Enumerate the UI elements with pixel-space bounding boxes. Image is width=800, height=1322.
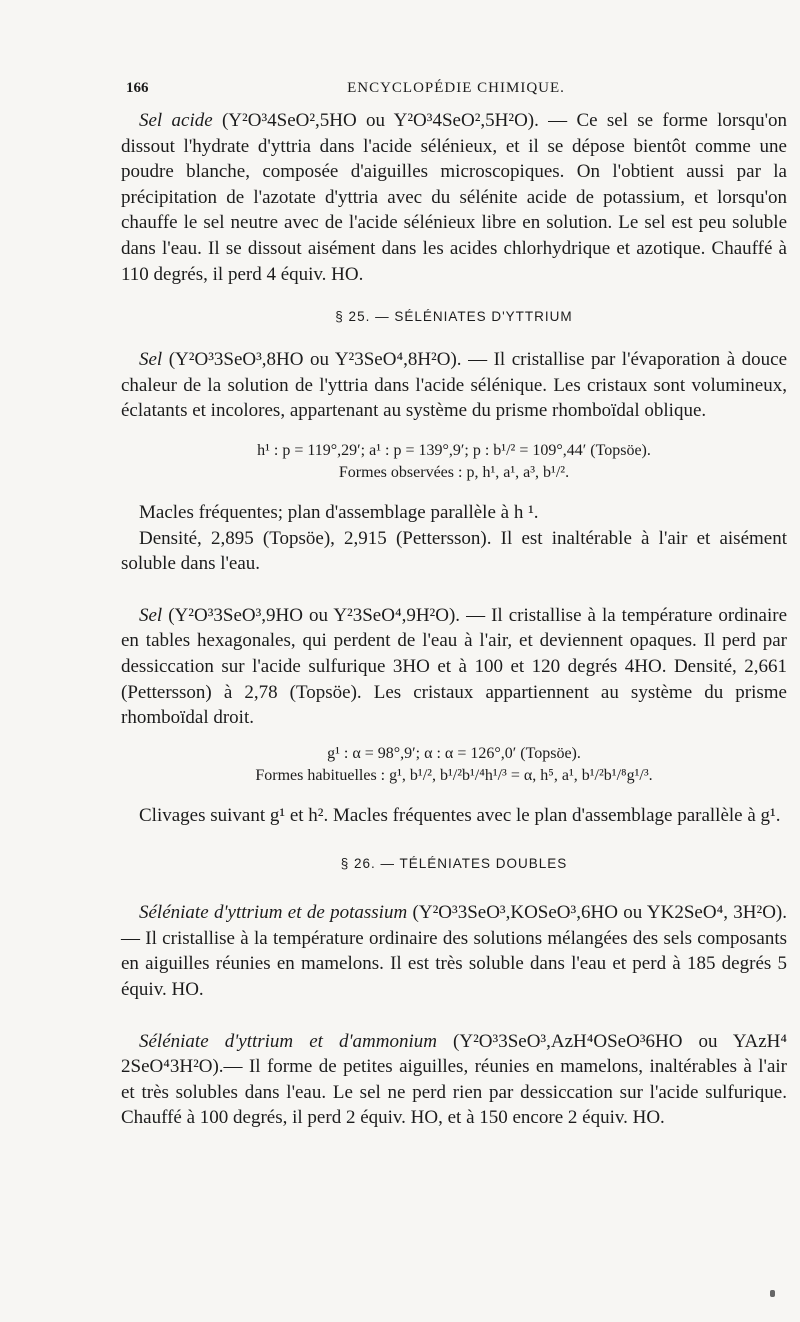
paragraph-heading: Sel acide — [139, 110, 213, 131]
page-number: 166 — [126, 80, 149, 96]
crystal-angles: h¹ : p = 119°,29′; a¹ : p = 139°,9′; p : b¹/² = 109°,44′ (Topsöe). — [257, 441, 651, 459]
running-head: ENCYCLOPÉDIE CHIMIQUE. — [347, 80, 565, 96]
paragraph-seleniate-potassium — [121, 900, 787, 1002]
paragraph-sel-9ho — [121, 603, 787, 731]
paragraph-macles: Macles fréquentes; plan d'assemblage parallèle à h ¹. — [139, 501, 539, 523]
paragraph-text: (Y²O³3SeO³,AzH⁴OSeO³6HO ou YAzH⁴ 2SeO⁴3H²O).— Il forme de petites aiguilles, réunies en mamelons, inaltérables à l'air et très solubles dans l'eau. Le sel ne perd rien par dessiccation sur l'acide sulfurique. Chauffé à 100 degrés, il perd 2 équiv. HO, et à 150 encore 2 équiv. HO. — [121, 1030, 787, 1129]
usual-forms: Formes habituelles : g¹, b¹/², b¹/²b¹/⁴h¹/³ = α, h⁵, a¹, b¹/²b¹/⁸g¹/³. — [255, 766, 653, 784]
body-text — [121, 108, 787, 1131]
paragraph-heading: Sel — [139, 349, 163, 371]
ink-speck — [770, 1290, 775, 1297]
paragraph-seleniate-ammonium — [121, 1029, 787, 1131]
paragraph-clivages: Clivages suivant g¹ et h². Macles fréquentes avec le plan d'assemblage parallèle à g¹. — [139, 804, 781, 826]
paragraph-text: (Y²O³3SeO³,KOSeO³,6HO ou YK2SeO⁴, 3H²O). — Il cristallise à la température ordinaire des solutions mélangées des sels composants en aiguilles réunies en mamelons. Il est très soluble dans l'eau et perd à 185 degrés 5 équiv. HO. — [121, 902, 788, 1001]
paragraph-text: (Y²O³4SeO²,5HO ou Y²O³4SeO²,5H²O). — Ce sel se forme lorsqu'on dissout l'hydrate d'yttria dans l'acide sélénieux, et il se dépose bientôt comme une poudre blanche, composée d'aiguilles microscopiques. On l'obtient aussi par la précipitation de l'azotate d'yttria avec du sélénite acide de potassium, et lorsqu'on chauffe le sel neutre avec de l'acide sélénieux libre en solution. Le sel est peu soluble dans l'eau. Il se dissout aisément dans les acides chlorhydrique et azotique. Chauffé à 110 degrés, il perd 4 équiv. HO. — [121, 110, 787, 285]
observed-forms: Formes observées : p, h¹, a¹, a³, b¹/². — [338, 463, 570, 481]
paragraph-text: (Y²O³3SeO³,8HO ou Y²3SeO⁴,8H²O). — Il cristallise par l'évaporation à douce chaleur de la solution de l'yttria dans l'acide sélénique. Les cristaux sont volumineux, éclatants et incolores, appartenant au système du prisme rhomboïdal oblique. — [121, 349, 787, 422]
paragraph-sel-acide — [121, 108, 787, 287]
section-heading-25: § 25. — SÉLÉNIATES D'YTTRIUM — [335, 309, 573, 325]
crystal-angles-2: g¹ : α = 98°,9′; α : α = 126°,0′ (Topsöe). — [327, 744, 581, 762]
paragraph-heading: Sel — [139, 604, 163, 626]
paragraph-heading: Séléniate d'yttrium et d'ammonium — [139, 1030, 437, 1052]
page-header — [126, 80, 786, 102]
paragraph-densite: Densité, 2,895 (Topsöe), 2,915 (Pettersson). Il est inaltérable à l'air et aisément soluble dans l'eau. — [121, 527, 787, 575]
paragraph-text: (Y²O³3SeO³,9HO ou Y²3SeO⁴,9H²O). — Il cristallise à la température ordinaire en tables hexagonales, qui perdent de l'eau à l'air, et deviennent opaques. Il perd par dessiccation sur l'acide sulfurique 3HO et à 100 et 120 degrés 4HO. Densité, 2,661 (Pettersson) à 2,78 (Topsöe). Les cristaux appartiennent au système du prisme rhomboïdal droit. — [121, 604, 787, 729]
paragraph-heading: Séléniate d'yttrium et de potassium — [139, 902, 408, 924]
paragraph-sel-8ho — [121, 347, 787, 424]
section-heading-26: § 26. — TÉLÉNIATES DOUBLES — [340, 856, 568, 872]
